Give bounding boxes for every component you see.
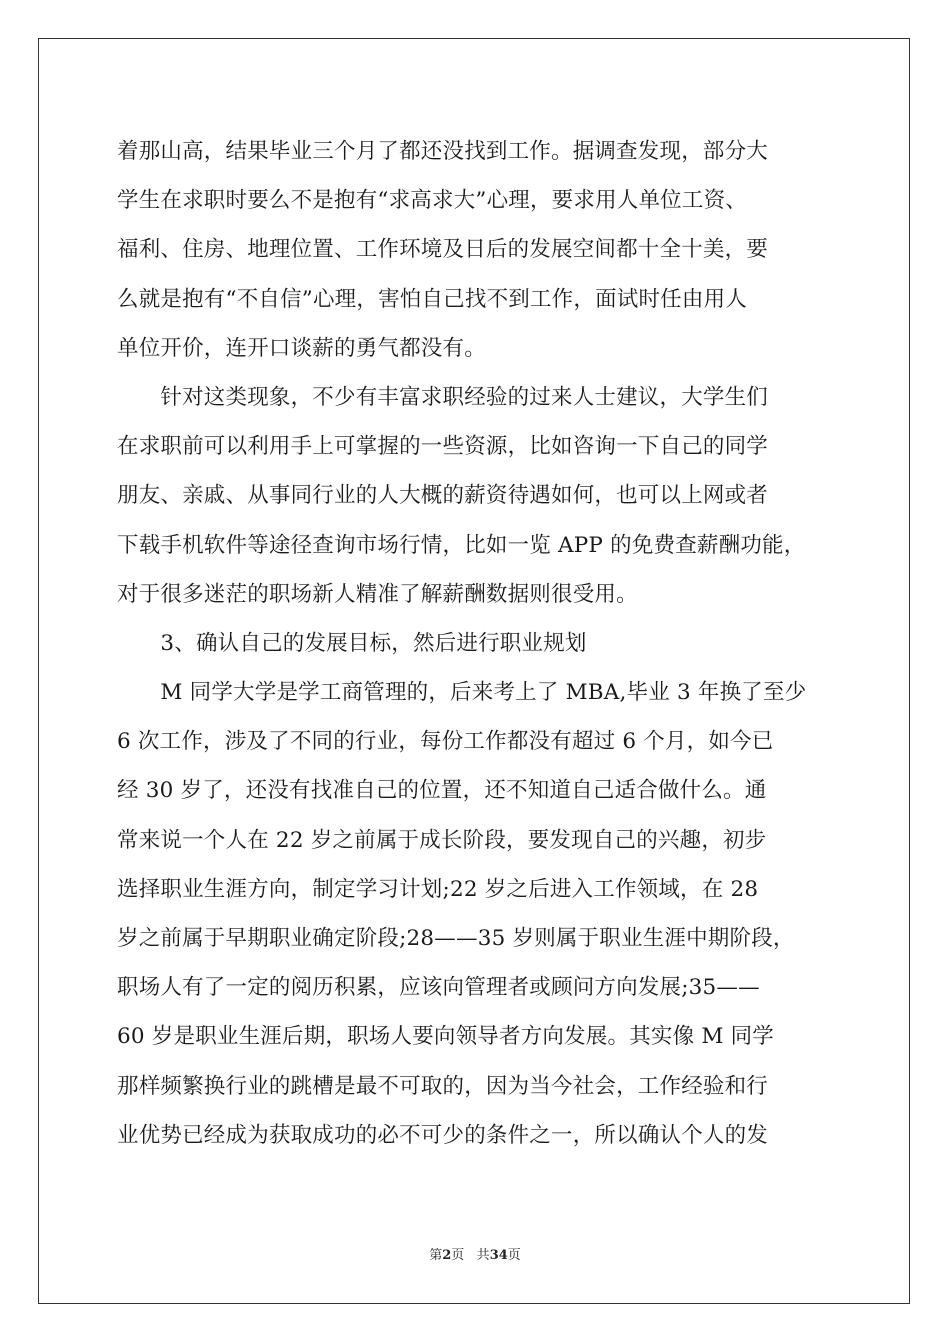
current-page-number: 2 <box>442 1248 452 1263</box>
text-line: 单位开价，连开口谈薪的勇气都没有。 <box>117 335 486 361</box>
text-line: 60 岁是职业生涯后期，职场人要向领导者方向发展。其实像 M 同学 <box>117 1024 774 1050</box>
document-body <box>117 127 833 1160</box>
page-footer <box>0 1244 950 1263</box>
text-line: 6 次工作，涉及了不同的行业，每份工作都没有超过 6 个月，如今已 <box>117 729 774 755</box>
footer-total-suffix: 页 <box>507 1248 521 1263</box>
total-pages-number: 34 <box>489 1248 508 1263</box>
text-line: 针对这类现象，不少有丰富求职经验的过来人士建议，大学生们 <box>117 384 769 410</box>
text-line: 对于很多迷茫的职场新人精准了解薪酬数据则很受用。 <box>117 581 638 607</box>
text-line: 经 30 岁了，还没有找准自己的位置，还不知道自己适合做什么。通 <box>117 778 767 804</box>
text-line: 下载手机软件等途径查询市场行情，比如一览 APP 的免费查薪酬功能， <box>117 532 806 558</box>
text-line: 那样频繁换行业的跳槽是最不可取的，因为当今社会，工作经验和行 <box>117 1073 769 1099</box>
text-line: 福利、住房、地理位置、工作环境及日后的发展空间都十全十美，要 <box>117 237 769 263</box>
text-line: 业优势已经成为获取成功的必不可少的条件之一，所以确认个人的发 <box>117 1122 769 1148</box>
text-line: 在求职前可以利用手上可掌握的一些资源，比如咨询一下自己的同学 <box>117 434 769 460</box>
text-line: 朋友、亲戚、从事同行业的人大概的薪资待遇如何，也可以上网或者 <box>117 483 769 509</box>
text-line: 选择职业生涯方向，制定学习计划;22 岁之后进入工作领域，在 28 <box>117 876 759 902</box>
text-line: M 同学大学是学工商管理的，后来考上了 MBA,毕业 3 年换了至少 <box>117 680 807 706</box>
text-line: 么就是抱有“不自信”心理，害怕自己找不到工作，面试时任由用人 <box>117 286 747 312</box>
text-line: 着那山高，结果毕业三个月了都还没找到工作。据调查发现，部分大 <box>117 139 769 164</box>
footer-total-prefix: 共 <box>476 1248 490 1263</box>
footer-page-suffix: 页 <box>451 1248 465 1263</box>
footer-prefix: 第 <box>429 1248 443 1263</box>
text-line: 岁之前属于早期职业确定阶段;28——35 岁则属于职业生涯中期阶段， <box>117 926 795 951</box>
text-line: 职场人有了一定的阅历积累，应该向管理者或顾问方向发展;35—— <box>117 975 760 1001</box>
text-line: 常来说一个人在 22 岁之前属于成长阶段，要发现自己的兴趣，初步 <box>117 827 767 853</box>
text-line: 学生在求职时要么不是抱有“求高求大”心理，要求用人单位工资、 <box>117 188 747 214</box>
section-heading: 3、确认自己的发展目标，然后进行职业规划 <box>117 630 587 656</box>
